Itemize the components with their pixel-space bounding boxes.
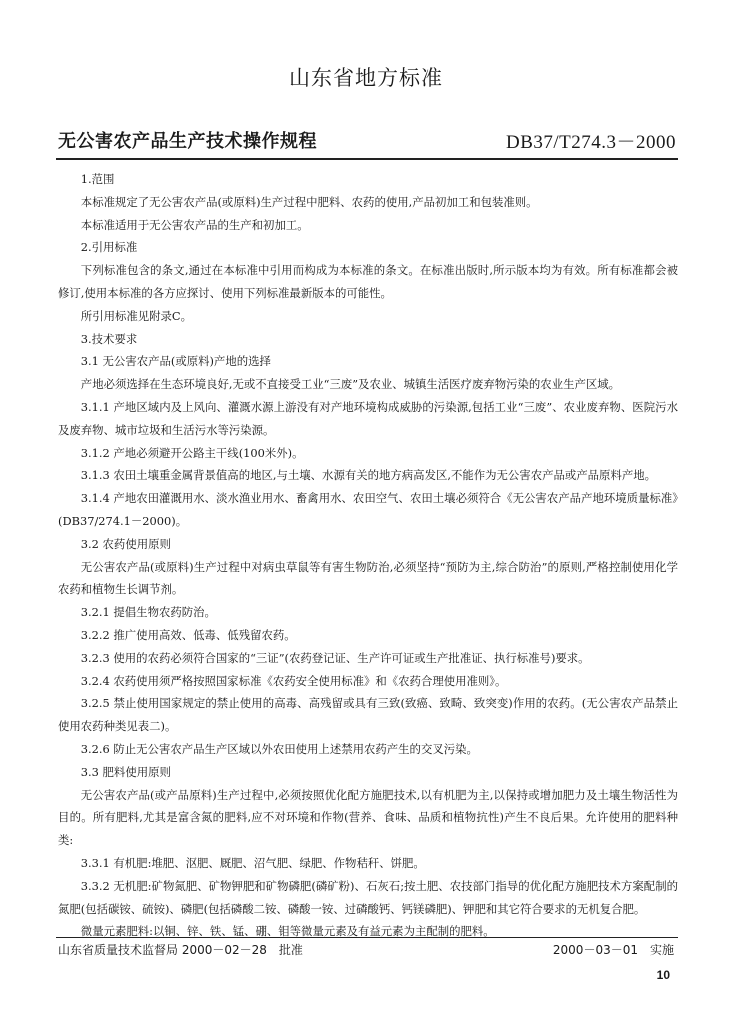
section-heading: 3.技术要求 (80, 331, 138, 346)
paragraph: 本标准适用于无公害农产品的生产和初加工。 (80, 217, 309, 232)
document-title: 无公害农产品生产技术操作规程 (58, 131, 317, 152)
paragraph: 产地必须选择在生态环境良好,无或不直接受工业“三废”及农业、城镇生活医疗废弃物污染的农业生产区域。 (80, 377, 621, 392)
subsection-heading: 3.2 农药使用原则 (80, 536, 171, 551)
footer-divider (56, 937, 678, 938)
subsection-heading: 3.1 无公害农产品(或原料)产地的选择 (80, 354, 271, 369)
clause: 3.2.6 防止无公害农产品生产区域以外农田使用上述禁用农药产生的交叉污染。 (80, 741, 478, 756)
approval-note: 山东省质量技术监督局 2000－02－28 批准 (58, 943, 303, 957)
clause: 3.1.2 产地必须避开公路主干线(100米外)。 (80, 445, 304, 460)
paragraph: 无公害农产品(或原料)生产过程中对病虫草鼠等有害生物防治,必须坚持“预防为主,综合防治”的原则,严格控制使用化学农药和植物生长调节剂。 (58, 559, 678, 597)
clause: 3.2.2 推广使用高效、低毒、低残留农药。 (80, 627, 296, 642)
paragraph: 微量元素肥料:以铜、锌、铁、锰、硼、钼等微量元素及有益元素为主配制的肥料。 (80, 924, 495, 939)
clause: 3.1.1 产地区域内及上风向、灌溉水源上游没有对产地环境构成威胁的污染源,包括工业“三废”、农业废弃物、医院污水及废弃物、城市垃圾和生活污水等污染源。 (58, 399, 678, 437)
clause: 3.2.1 提倡生物农药防治。 (80, 605, 216, 620)
paragraph: 本标准规定了无公害农产品(或原料)生产过程中肥料、农药的使用,产品初加工和包装准则。 (80, 194, 538, 209)
section-heading: 1.范围 (80, 172, 115, 186)
page-number: 10 (656, 968, 670, 982)
clause: 3.3.2 无机肥:矿物氮肥、矿物钾肥和矿物磷肥(磷矿粉)、石灰石;按土肥、农技部门指导的优化配方施肥技术方案配制的氮肥(包括碳铵、硫铵)、磷肥(包括磷酸二铵、磷酸一铵、过磷酸钙、钙镁磷肥)、钾肥和其它符合要求的无机复合肥。 (58, 878, 678, 916)
header-divider (56, 158, 678, 160)
standard-header-title: 山东省地方标准 (289, 66, 443, 90)
implementation-note: 2000－03－01 实施 (552, 943, 674, 957)
clause: 3.3.1 有机肥:堆肥、沤肥、厩肥、沼气肥、绿肥、作物秸秆、饼肥。 (80, 855, 425, 870)
subsection-heading: 3.3 肥料使用原则 (80, 764, 171, 779)
clause: 3.1.4 产地农田灌溉用水、淡水渔业用水、畜禽用水、农田空气、农田土壤必须符合《无公害农产品产地环境质量标准》(DB37/274.1－2000)。 (58, 491, 678, 528)
standard-number: DB37/T274.3－2000 (505, 132, 676, 153)
document-body (58, 168, 678, 943)
clause: 3.1.3 农田土壤重金属背景值高的地区,与土壤、水源有关的地方病高发区,不能作为无公害农产品或产品原料产地。 (80, 468, 657, 483)
clause: 3.2.3 使用的农药必须符合国家的“三证”(农药登记证、生产许可证或生产批准证、执行标准号)要求。 (80, 650, 590, 665)
clause: 3.2.4 农药使用须严格按照国家标准《农药安全使用标准》和《农药合理使用准则》。 (80, 673, 507, 688)
paragraph: 下列标准包含的条文,通过在本标准中引用而构成为本标准的条文。在标准出版时,所示版本均为有效。所有标准都会被修订,使用本标准的各方应探讨、使用下列标准最新版本的可能性。 (58, 263, 678, 300)
paragraph: 无公害农产品(或产品原料)生产过程中,必须按照优化配方施肥技术,以有机肥为主,以保持或增加肥力及土壤生物活性为目的。所有肥料,尤其是富含氮的肥料,应不对环境和作物(营养、食味、品质和植物抗性)产生不良后果。允许使用的肥料种类: (58, 787, 678, 848)
clause: 3.2.5 禁止使用国家规定的禁止使用的高毒、高残留或具有三致(致癌、致畸、致突变)作用的农药。(无公害农产品禁止使用农药种类见表二)。 (58, 696, 678, 734)
paragraph: 所引用标准见附录C。 (80, 308, 193, 323)
section-heading: 2.引用标准 (80, 240, 138, 255)
